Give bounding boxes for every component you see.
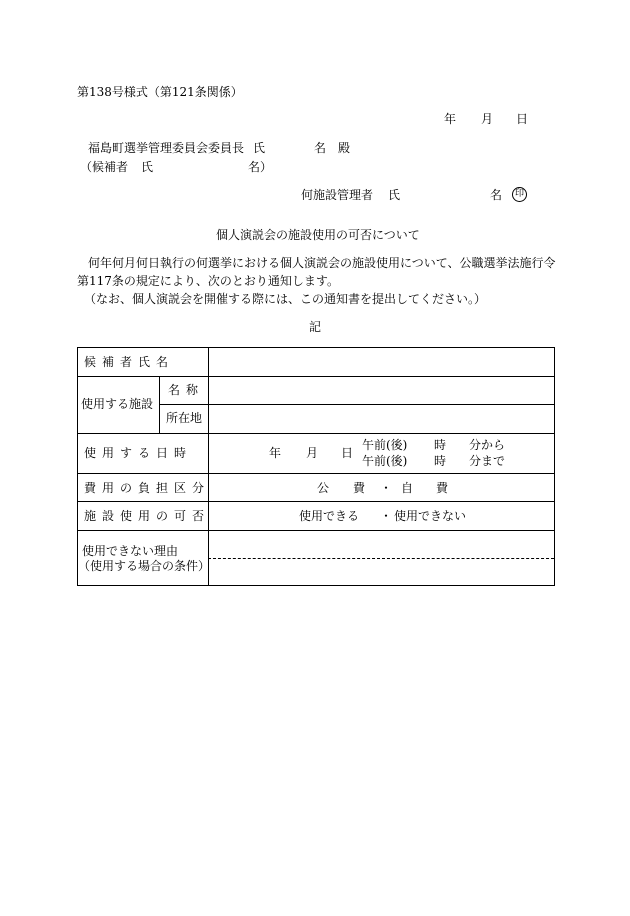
candidate-name-label: 候補者氏名 [84, 355, 175, 369]
sender-shi: 氏 [388, 188, 401, 202]
cost-public: 公 [317, 481, 330, 495]
end-hour: 時 [434, 454, 447, 468]
addressee-organization: 福島町選挙管理委員会委員長 [88, 141, 245, 155]
start-minute-from: 分から [469, 438, 506, 452]
cost-label: 費用の負担区分 [84, 481, 211, 495]
permission-no: 使用できない [394, 509, 467, 523]
start-hour: 時 [434, 438, 447, 452]
details-table [77, 347, 555, 586]
permission-yes: 使用できる [299, 509, 360, 523]
datetime-label: 使用する日時 [84, 446, 193, 460]
document-title: 個人演説会の施設使用の可否について [216, 228, 420, 242]
permission-label: 施設使用の可否 [84, 509, 211, 523]
sender-label: 何施設管理者 [301, 188, 374, 202]
date-month-label: 月 [481, 112, 494, 126]
end-minute-to: 分まで [469, 454, 506, 468]
datetime-day: 日 [341, 446, 354, 460]
body-line-1: 何年何月何日執行の何選挙における個人演説会の施設使用について、公職選挙法施行令 [88, 256, 556, 270]
candidate-mei: 名） [248, 160, 273, 174]
addressee-shi: 氏 [253, 141, 266, 155]
sender-mei: 名 [490, 188, 503, 202]
reason-label: 使用できない理由 [82, 544, 179, 558]
ki-label: 記 [309, 320, 322, 334]
addressee-mei: 名 [314, 141, 327, 155]
cost-separator: ・ [380, 481, 393, 495]
body-line-3: （なお、個人演説会を開催する際には、この通知書を提出してください。） [84, 292, 487, 306]
facility-location-label: 所在地 [166, 411, 203, 425]
facility-name-label: 名称 [168, 383, 205, 397]
date-day-label: 日 [516, 112, 529, 126]
addressee-honorific: 殿 [338, 141, 351, 155]
cost-self-2: 費 [436, 481, 449, 495]
date-year-label: 年 [444, 112, 457, 126]
facility-label: 使用する施設 [81, 397, 154, 411]
permission-separator: ・ [380, 509, 393, 523]
seal-icon: 印 [512, 187, 527, 202]
form-number: 第138号様式（第121条関係） [77, 85, 243, 99]
candidate-open: （候補者 [80, 160, 129, 174]
datetime-month: 月 [306, 446, 319, 460]
cost-public-2: 費 [353, 481, 366, 495]
start-ampm: 午前(後) [362, 438, 408, 452]
candidate-shi: 氏 [141, 160, 154, 174]
reason-condition-label: （使用する場合の条件） [78, 559, 211, 573]
datetime-year: 年 [269, 446, 282, 460]
end-ampm: 午前(後) [362, 454, 408, 468]
cost-self: 自 [401, 481, 414, 495]
body-line-2: 第117条の規定により、次のとおり通知します。 [77, 274, 339, 288]
